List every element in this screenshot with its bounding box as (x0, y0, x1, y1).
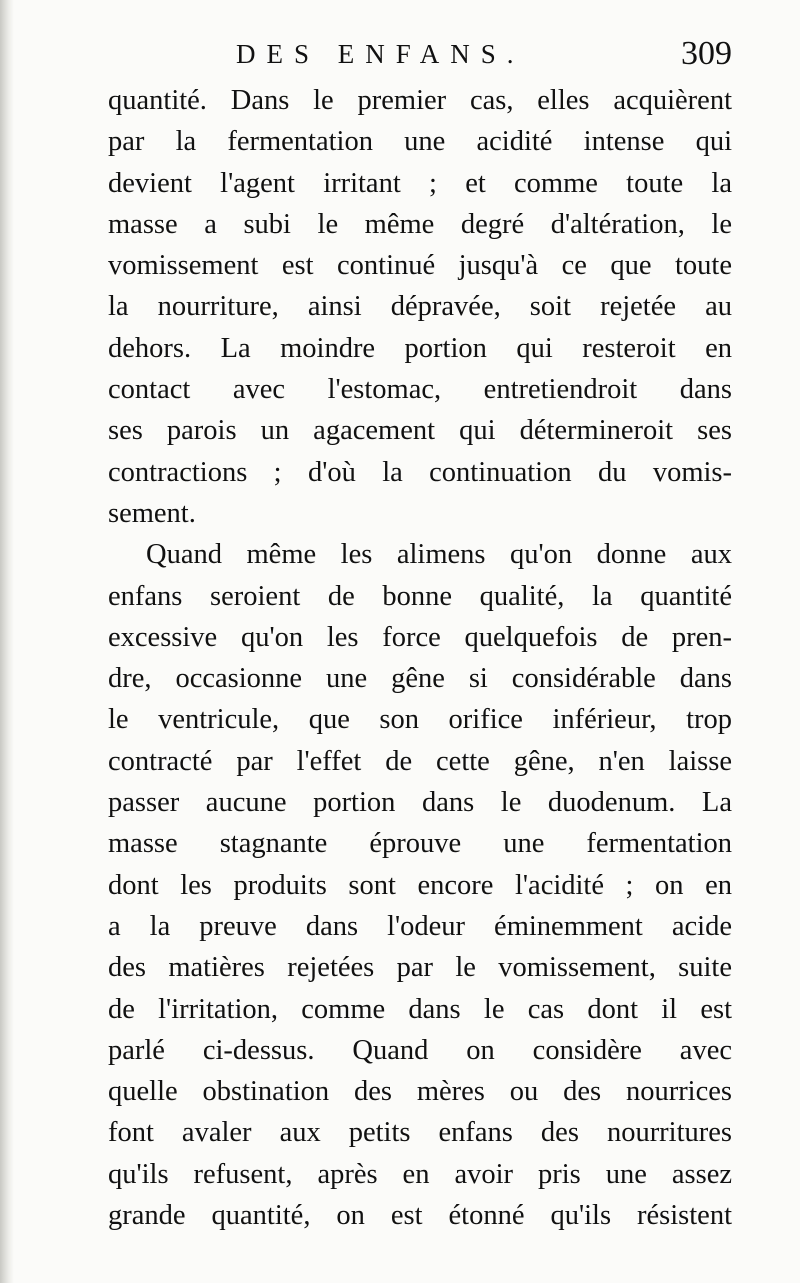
text-line: la nourriture, ainsi dépravée, soit rejetée au (108, 291, 732, 323)
text-line: le ventricule, que son orifice inférieur, trop (108, 704, 732, 736)
binding-gutter-shadow (0, 0, 14, 1283)
text-line: masse a subi le même degré d'altération, le (108, 208, 732, 240)
text-line: de l'irritation, comme dans le cas dont il est (108, 993, 732, 1025)
text-line: contractions ; d'où la continuation du vomis- (108, 456, 732, 488)
text-line: des matières rejetées par le vomissement, suite (108, 952, 732, 984)
text-line: dont les produits sont encore l'acidité ; on en (108, 869, 732, 901)
text-line: contracté par l'effet de cette gêne, n'en laisse (108, 745, 732, 777)
page-header (236, 32, 746, 76)
text-line: parlé ci-dessus. Quand on considère avec (108, 1034, 732, 1066)
text-line: grande quantité, on est étonné qu'ils résistent (108, 1200, 732, 1232)
paragraph-start-line: Quand même les alimens qu'on donne aux (146, 539, 732, 571)
text-line: a la preuve dans l'odeur éminemment acide (108, 910, 732, 942)
text-line: qu'ils refusent, après en avoir pris une assez (108, 1158, 732, 1190)
text-line: devient l'agent irritant ; et comme toute la (108, 167, 732, 199)
text-line: quelle obstination des mères ou des nourrices (108, 1076, 732, 1108)
text-line: par la fermentation une acidité intense qui (108, 126, 732, 158)
text-line: quantité. Dans le premier cas, elles acquièrent (108, 85, 732, 116)
body-text (108, 80, 732, 1236)
text-line: ses parois un agacement qui détermineroit ses (108, 415, 732, 447)
running-head: DES ENFANS. (236, 39, 525, 69)
text-line: passer aucune portion dans le duodenum. La (108, 787, 732, 819)
text-line: sement. (108, 497, 196, 529)
text-line: contact avec l'estomac, entretiendroit dans (108, 374, 732, 406)
text-line: vomissement est continué jusqu'à ce que toute (108, 250, 732, 282)
text-line: dre, occasionne une gêne si considérable dans (108, 663, 732, 695)
text-line: masse stagnante éprouve une fermentation (108, 828, 732, 860)
text-line: excessive qu'on les force quelquefois de pren- (108, 621, 732, 653)
text-line: dehors. La moindre portion qui resteroit en (108, 332, 732, 364)
text-line: font avaler aux petits enfans des nourritures (108, 1117, 732, 1149)
page-number: 309 (681, 35, 732, 72)
text-line: enfans seroient de bonne qualité, la quantité (108, 580, 732, 612)
